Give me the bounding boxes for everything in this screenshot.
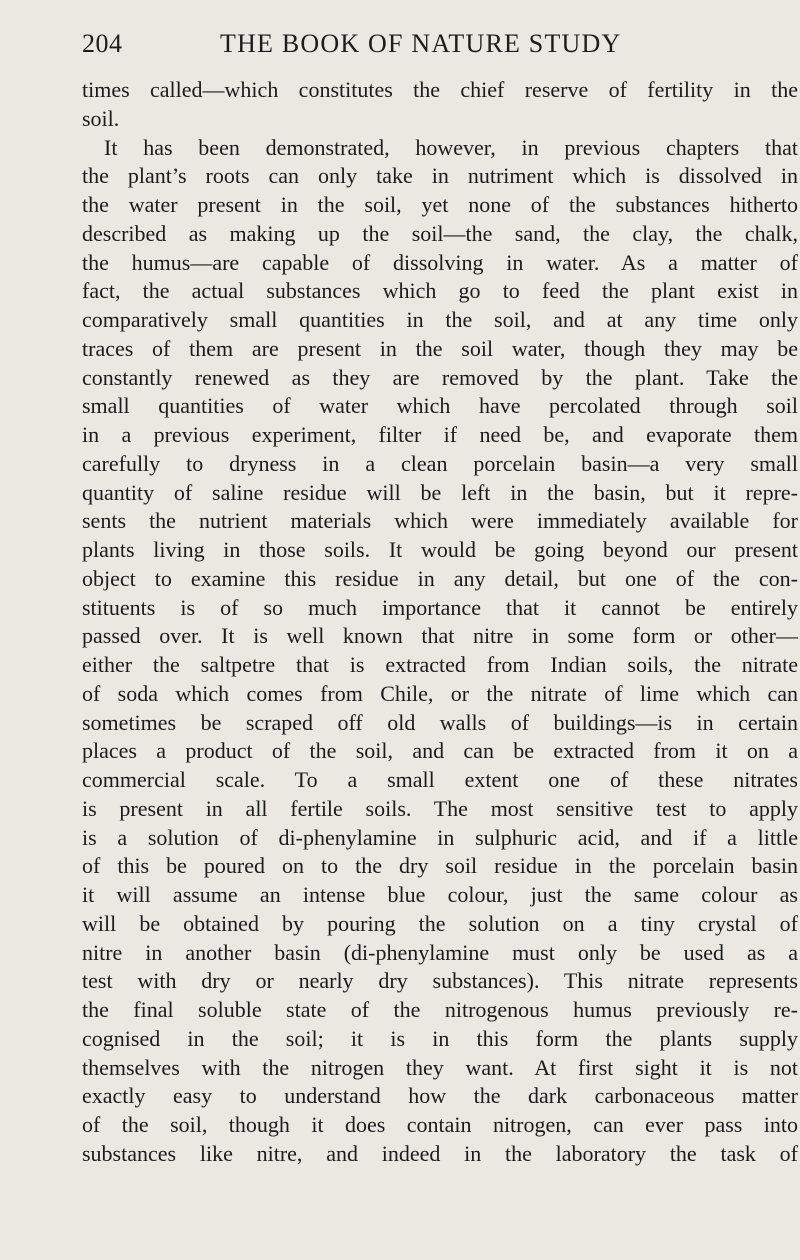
text-line: the final soluble state of the nitrogenous humus previously re- (82, 997, 798, 1022)
text-line: constantly renewed as they are removed by the plant. Take the (82, 364, 798, 390)
text-line: sents the nutrient materials which were immediately available for (82, 508, 798, 534)
text-line: traces of them are present in the soil water, though they may be (82, 335, 798, 361)
page-header (82, 10, 798, 70)
paragraph-first-line: It has been demonstrated, however, in previous chapters that (104, 134, 798, 160)
text-line: is present in all fertile soils. The most sensitive test to apply (82, 795, 798, 821)
text-line: is a solution of di-phenylamine in sulphuric acid, and if a little (82, 824, 798, 850)
text-line: the water present in the soil, yet none of the substances hitherto (82, 192, 798, 217)
text-line: fact, the actual substances which go to feed the plant exist in (82, 278, 798, 304)
text-line: small quantities of water which have percolated through soil (82, 393, 798, 419)
text-line: described as making up the soil—the sand, the clay, the chalk, (82, 220, 798, 246)
text-line: stituents is of so much importance that it cannot be entirely (82, 594, 798, 620)
text-line: either the saltpetre that is extracted from Indian soils, the nitrate (82, 652, 798, 677)
running-head: THE BOOK OF NATURE STUDY (220, 29, 622, 58)
body-text (82, 76, 798, 1169)
text-line: exactly easy to understand how the dark carbonaceous matter (82, 1083, 798, 1109)
text-line: sometimes be scraped off old walls of buildings—is in certain (82, 709, 798, 735)
text-line: passed over. It is well known that nitre in some form or other— (82, 623, 798, 649)
text-line: the humus—are capable of dissolving in water. As a matter of (82, 249, 798, 275)
text-line: places a product of the soil, and can be extracted from it on a (82, 738, 798, 764)
text-line: soil. (82, 105, 120, 131)
text-line: comparatively small quantities in the soil, and at any time only (82, 307, 798, 332)
text-line: of the soil, though it does contain nitrogen, can ever pass into (82, 1112, 798, 1137)
text-line: cognised in the soil; it is in this form the plants supply (82, 1025, 798, 1051)
text-line: it will assume an intense blue colour, just the same colour as (82, 882, 798, 907)
text-line: in a previous experiment, filter if need be, and evaporate them (82, 422, 798, 447)
text-line: times called—which constitutes the chief reserve of fertility in the (82, 77, 798, 102)
text-line: object to examine this residue in any detail, but one of the con- (82, 565, 798, 591)
text-line: the plant’s roots can only take in nutriment which is dissolved in (82, 163, 798, 189)
text-line: of this be poured on to the dry soil residue in the porcelain basin (82, 853, 798, 879)
text-line: test with dry or nearly dry substances). This nitrate represents (82, 968, 798, 994)
text-line: will be obtained by pouring the solution on a tiny crystal of (82, 910, 798, 936)
text-line: carefully to dryness in a clean porcelain basin—a very small (82, 450, 798, 476)
text-line: themselves with the nitrogen they want. At first sight it is not (82, 1054, 798, 1080)
text-line: nitre in another basin (di-phenylamine must only be used as a (82, 939, 798, 965)
text-line: quantity of saline residue will be left in the basin, but it repre- (82, 479, 798, 505)
text-line: commercial scale. To a small extent one of these nitrates (82, 767, 798, 792)
text-line: plants living in those soils. It would be going beyond our present (82, 537, 798, 562)
text-line: of soda which comes from Chile, or the nitrate of lime which can (82, 680, 798, 706)
page-number: 204 (82, 29, 123, 58)
text-line: substances like nitre, and indeed in the laboratory the task of (82, 1140, 798, 1166)
